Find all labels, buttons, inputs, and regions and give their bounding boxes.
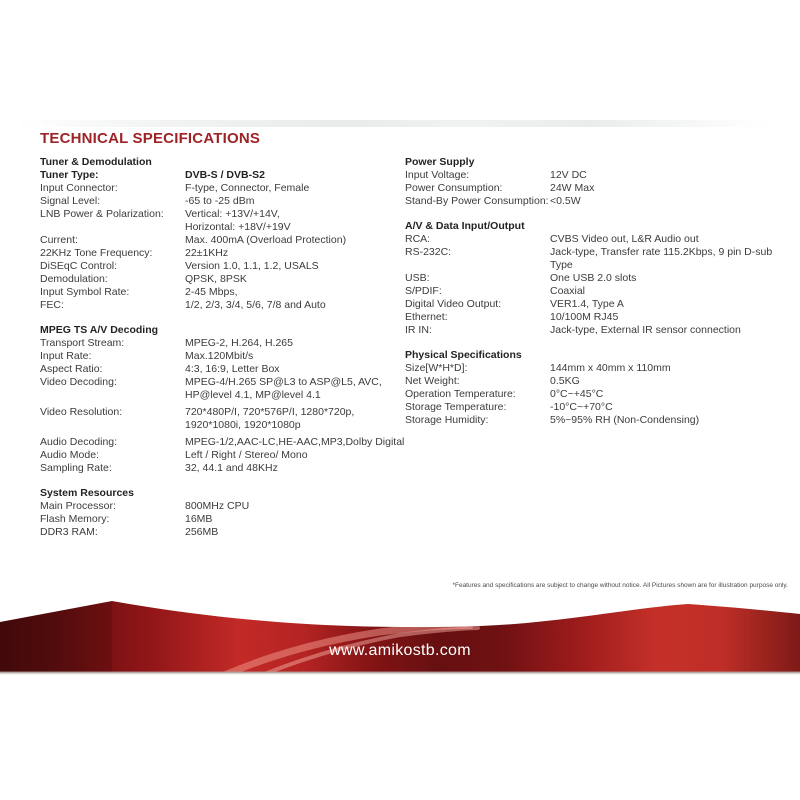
- spec-value: One USB 2.0 slots: [550, 272, 637, 284]
- spec-value: F-type, Connector, Female: [185, 182, 310, 194]
- spec-section: [405, 220, 773, 337]
- spec-label: Input Symbol Rate:: [40, 286, 130, 298]
- spec-label: Aspect Ratio:: [40, 363, 103, 375]
- spec-value: -10°C~+70°C: [550, 401, 613, 413]
- spec-label: RS-232C:: [405, 246, 452, 258]
- spec-row: [40, 462, 405, 475]
- spec-label: Size[W*H*D]:: [405, 362, 468, 374]
- spec-label: Flash Memory:: [40, 513, 110, 525]
- spec-section: [405, 349, 765, 427]
- spec-row: [405, 259, 765, 272]
- spec-label: Stand-By Power Consumption:: [405, 195, 549, 207]
- website-url: www.amikostb.com: [329, 642, 471, 659]
- spec-row: [405, 233, 765, 246]
- spec-label: Audio Decoding:: [40, 436, 118, 448]
- spec-value: Max.120Mbit/s: [185, 350, 254, 362]
- spec-row: [40, 286, 405, 299]
- spec-label: 22KHz Tone Frequency:: [40, 247, 153, 259]
- spec-row: [40, 526, 405, 539]
- spec-value: 4:3, 16:9, Letter Box: [185, 363, 280, 375]
- spec-value: 22±1KHz: [185, 247, 229, 259]
- spec-value: Max. 400mA (Overload Protection): [185, 234, 347, 246]
- section-title: Physical Specifications: [405, 349, 522, 361]
- spec-value: VER1.4, Type A: [550, 298, 624, 310]
- spec-label: [40, 221, 185, 234]
- spec-label: Digital Video Output:: [405, 298, 502, 310]
- spec-row: [405, 324, 765, 337]
- spec-label: Sampling Rate:: [40, 462, 112, 474]
- spec-row: [40, 299, 405, 312]
- spec-value: 12V DC: [550, 169, 587, 181]
- spec-row: [40, 436, 405, 449]
- spec-section: [405, 156, 765, 208]
- spec-value: 720*480P/I, 720*576P/I, 1280*720p,: [185, 406, 355, 418]
- spec-value: 0°C~+45°C: [550, 388, 604, 400]
- spec-row: [40, 247, 405, 260]
- spec-value: -65 to -25 dBm: [185, 195, 255, 207]
- spec-value: 1920*1080i, 1920*1080p: [185, 419, 301, 431]
- spec-label: IR IN:: [405, 324, 432, 336]
- page-title: TECHNICAL SPECIFICATIONS: [40, 130, 261, 147]
- spec-column-right: [405, 156, 773, 439]
- spec-column-left: [40, 156, 405, 551]
- spec-value: 256MB: [185, 526, 219, 538]
- spec-row: [40, 449, 405, 462]
- spec-row: [405, 414, 765, 427]
- spec-label: S/PDIF:: [405, 285, 442, 297]
- spec-label: Ethernet:: [405, 311, 448, 323]
- spec-value: 2-45 Mbps,: [185, 286, 238, 298]
- spec-row: [405, 362, 765, 375]
- spec-row: [405, 311, 765, 324]
- spec-row: [405, 169, 765, 182]
- spec-value: <0.5W: [550, 195, 581, 207]
- spec-value: 10/100M RJ45: [550, 311, 619, 323]
- spec-row: [405, 246, 773, 259]
- section-title: System Resources: [40, 487, 134, 499]
- spec-value: 1/2, 2/3, 3/4, 5/6, 7/8 and Auto: [185, 299, 326, 311]
- spec-label: Power Consumption:: [405, 182, 503, 194]
- spec-row: [405, 375, 765, 388]
- spec-label: Storage Humidity:: [405, 414, 489, 426]
- spec-label: Main Processor:: [40, 500, 116, 512]
- spec-value: Jack-type, External IR sensor connection: [550, 324, 741, 336]
- spec-value: 800MHz CPU: [185, 500, 250, 512]
- spec-label: RCA:: [405, 233, 431, 245]
- spec-value: HP@level 4.1, MP@level 4.1: [185, 389, 321, 401]
- spec-value: QPSK, 8PSK: [185, 273, 247, 285]
- spec-label: Input Connector:: [40, 182, 118, 194]
- product-photo-shadow: [0, 120, 800, 127]
- spec-row: [40, 500, 405, 513]
- spec-value: Vertical: +13V/+14V,: [185, 208, 280, 220]
- spec-label: LNB Power & Polarization:: [40, 208, 164, 220]
- spec-label: [405, 259, 550, 272]
- spec-row: [40, 208, 405, 221]
- spec-row: [40, 234, 405, 247]
- spec-row: [405, 182, 765, 195]
- spec-label: Signal Level:: [40, 195, 101, 207]
- spec-label: FEC:: [40, 299, 64, 311]
- spec-row: [405, 195, 765, 208]
- spec-row: [40, 376, 405, 389]
- spec-value: 5%~95% RH (Non-Condensing): [550, 414, 700, 426]
- spec-columns: [40, 156, 773, 551]
- spec-value: 24W Max: [550, 182, 595, 194]
- spec-label: USB:: [405, 272, 430, 284]
- spec-value: 144mm x 40mm x 110mm: [550, 362, 671, 374]
- spec-label: [40, 389, 185, 402]
- spec-row: [40, 350, 405, 363]
- spec-value: MPEG-4/H.265 SP@L3 to ASP@L5, AVC,: [185, 376, 382, 388]
- spec-value: Coaxial: [550, 285, 586, 297]
- spec-value: Jack-type, Transfer rate 115.2Kbps, 9 pin D-sub: [550, 246, 773, 258]
- spec-row: [40, 389, 405, 402]
- spec-label: Transport Stream:: [40, 337, 125, 349]
- spec-label: Operation Temperature:: [405, 388, 516, 400]
- spec-row: [40, 260, 405, 273]
- spec-row: [405, 388, 765, 401]
- spec-row: [405, 401, 765, 414]
- section-title: A/V & Data Input/Output: [405, 220, 525, 232]
- section-title: MPEG TS A/V Decoding: [40, 324, 159, 336]
- spec-row: [40, 513, 405, 526]
- spec-section: [40, 156, 405, 312]
- spec-row: [40, 273, 405, 286]
- spec-label: Input Voltage:: [405, 169, 470, 181]
- spec-row: [405, 272, 765, 285]
- spec-label: DDR3 RAM:: [40, 526, 98, 538]
- spec-label: Storage Temperature:: [405, 401, 507, 413]
- spec-row: [40, 363, 405, 376]
- spec-value: 0.5KG: [550, 375, 580, 387]
- spec-row: [405, 298, 765, 311]
- spec-row: [40, 169, 405, 182]
- spec-row: [40, 195, 405, 208]
- spec-row: [40, 337, 405, 350]
- spec-label: Input Rate:: [40, 350, 92, 362]
- spec-row: [40, 182, 405, 195]
- spec-section: [40, 487, 405, 539]
- spec-value: Horizontal: +18V/+19V: [185, 221, 291, 233]
- spec-value: 16MB: [185, 513, 213, 525]
- spec-label: DiSEqC Control:: [40, 260, 118, 272]
- spec-row: [40, 221, 405, 234]
- spec-section: [40, 324, 405, 475]
- spec-label: Audio Mode:: [40, 449, 99, 461]
- spec-value: CVBS Video out, L&R Audio out: [550, 233, 699, 245]
- spec-label: Tuner Type:: [40, 169, 99, 181]
- spec-row: [40, 406, 405, 419]
- spec-value: Left / Right / Stereo/ Mono: [185, 449, 308, 461]
- spec-row: [40, 419, 405, 432]
- footer-wave-graphic: [0, 596, 800, 676]
- spec-label: Net Weight:: [405, 375, 460, 387]
- spec-value: 32, 44.1 and 48KHz: [185, 462, 278, 474]
- spec-label: [40, 419, 185, 432]
- spec-value: MPEG-1/2,AAC-LC,HE-AAC,MP3,Dolby Digital: [185, 436, 405, 448]
- spec-value: Type: [550, 259, 573, 271]
- spec-row: [405, 285, 765, 298]
- spec-label: Video Resolution:: [40, 406, 123, 418]
- spec-value: MPEG-2, H.264, H.265: [185, 337, 293, 349]
- spec-value: Version 1.0, 1.1, 1.2, USALS: [185, 260, 319, 272]
- footer: [0, 596, 800, 676]
- spec-label: Current:: [40, 234, 78, 246]
- section-title: Power Supply: [405, 156, 475, 168]
- section-title: Tuner & Demodulation: [40, 156, 152, 168]
- spec-label: Video Decoding:: [40, 376, 117, 388]
- spec-label: Demodulation:: [40, 273, 108, 285]
- disclaimer-text: *Features and specifications are subject to change without notice. All Pictures shown are for illustration purpose only.: [452, 582, 788, 589]
- spec-value: DVB-S / DVB-S2: [185, 169, 265, 181]
